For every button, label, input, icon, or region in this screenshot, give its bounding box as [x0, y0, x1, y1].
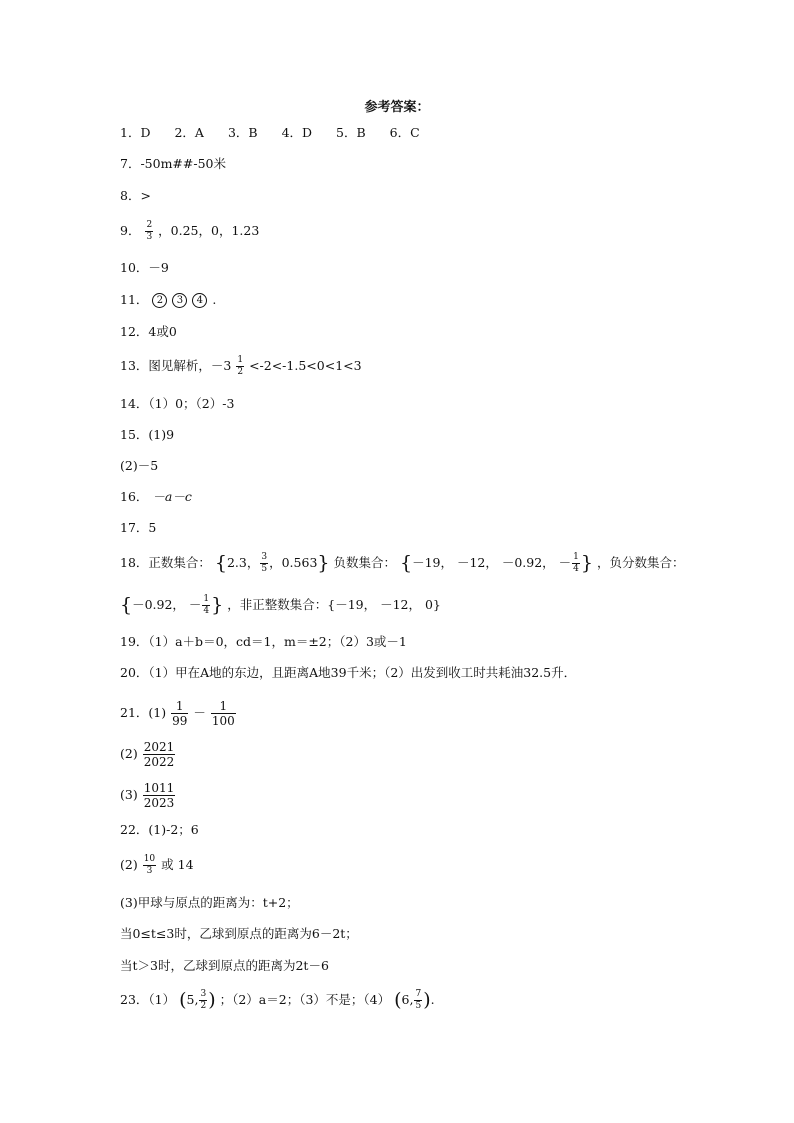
fraction: $\frac{1011}{2023}$ — [143, 781, 175, 810]
part-label: (2) — [120, 746, 138, 761]
answer-10: 10．－9 — [120, 260, 169, 275]
answer-21-number: 21．(1) — [120, 705, 167, 720]
fraction: $\frac{3}{2}$ — [200, 989, 207, 1011]
non-positive-integer-set-label: ，非正整数集合：{ — [227, 597, 336, 612]
answer-3: 3．B — [227, 125, 258, 140]
answer-16-expression: －a－c — [152, 489, 192, 504]
brace-close: } — [211, 594, 224, 616]
answer-22-1: 22．(1)-2；6 — [120, 822, 199, 837]
brace-open: { — [214, 552, 227, 574]
answer-9-rest: ，0.25，0，1.23 — [158, 223, 260, 238]
answer-16 — [120, 487, 192, 507]
fraction: $\frac{7}{5}$ — [415, 989, 422, 1011]
negative-fraction-set-values: －0.92， － — [132, 597, 202, 612]
fraction: $\frac{1}{4}$ — [203, 594, 210, 616]
answer-6: 6．C — [389, 125, 420, 140]
fraction: $\frac{1}{2}$ — [237, 355, 244, 377]
answer-18-line-1 — [120, 553, 684, 574]
negative-fraction-set-label: ，负分数集合： — [596, 555, 685, 570]
brace-close: } — [317, 552, 330, 574]
answer-22-2 — [120, 855, 194, 876]
answer-20: 20．（1）甲在A地的东边，且距离A地39千米；（2）出发到收工时共耗油32.5升． — [120, 665, 577, 680]
answer-11-number: 11． — [120, 292, 149, 307]
circled-number: 2 — [152, 293, 167, 308]
paren-close: ) — [423, 989, 431, 1011]
answer-8: 8．> — [120, 188, 151, 203]
part-label: (2) — [120, 857, 138, 872]
answer-11-end: . — [212, 292, 217, 307]
page-title: 参考答案： — [364, 100, 430, 115]
answer-12: 12．4或0 — [120, 324, 177, 339]
answer-5: 5．B — [336, 125, 366, 140]
answer-7: 7．-50m##-50米 — [120, 156, 227, 171]
negative-set-values: －19， －12， －0.92， － — [412, 555, 572, 570]
fraction: $\frac{1}{99}$ — [172, 699, 188, 728]
answer-2: 2．A — [174, 125, 204, 140]
answer-19: 19．（1）a＋b＝0，cd＝1，m＝±2；（2）3或－1 — [120, 634, 407, 649]
fraction: $\frac{10}{3}$ — [143, 854, 156, 876]
positive-set-rest: ，0.563 — [269, 555, 318, 570]
brace-close: } — [580, 552, 593, 574]
fraction: $\frac{1}{100}$ — [211, 699, 235, 728]
answer-23 — [120, 990, 435, 1011]
answer-22-5: 当t＞3时，乙球到原点的距离为2t－6 — [120, 958, 329, 973]
answer-13-inequality: <-2<-1.5<0<1<3 — [249, 358, 362, 373]
point-1-x: 5, — [186, 992, 199, 1007]
answer-22-2-rest: 或 14 — [161, 857, 194, 872]
answer-13-prefix: 13．图见解析，－3 — [120, 358, 232, 373]
fraction: $\frac{3}{5}$ — [261, 552, 268, 574]
answer-17: 17．5 — [120, 520, 157, 535]
answer-4: 4．D — [281, 125, 313, 140]
fraction: $\frac{2}{3}$ — [146, 220, 153, 242]
answer-21-2 — [120, 741, 176, 768]
fraction: $\frac{1}{4}$ — [573, 552, 579, 574]
answer-22-3: (3)甲球与原点的距离为：t+2； — [120, 895, 299, 910]
fraction: $\frac{2021}{2022}$ — [143, 740, 175, 769]
positive-set-label: 18．正数集合： — [120, 555, 211, 570]
answer-9 — [120, 221, 259, 242]
answer-11 — [120, 290, 216, 310]
point-2-x: 6, — [401, 992, 414, 1007]
answer-15-2: (2)－5 — [120, 458, 159, 473]
answer-21-1 — [120, 700, 237, 727]
part-label: (3) — [120, 787, 138, 802]
answer-9-number: 9． — [120, 223, 141, 238]
circled-number: 4 — [192, 293, 207, 308]
answer-16-number: 16． — [120, 489, 149, 504]
circled-number: 3 — [172, 293, 187, 308]
positive-set-values: 2.3， — [226, 555, 260, 570]
minus-sign: － — [193, 705, 206, 720]
brace-open: { — [399, 552, 413, 574]
non-positive-integer-set-values: －19， －12， 0} — [335, 597, 441, 612]
answer-1: 1．D — [120, 125, 151, 140]
answer-18-line-2 — [120, 595, 441, 616]
negative-set-label: 负数集合： — [333, 555, 396, 570]
brace-open: { — [120, 594, 133, 616]
answer-23-end: . — [430, 992, 435, 1007]
answer-13 — [120, 356, 362, 377]
answer-15-1: 15．(1)9 — [120, 427, 175, 442]
answer-23-middle: ；（2）a＝2；（3）不是；（4） — [219, 992, 391, 1007]
paren-close: ) — [208, 989, 216, 1011]
answer-21-3 — [120, 782, 176, 809]
paren-open: ( — [179, 989, 187, 1011]
paren-open: ( — [394, 989, 402, 1011]
answers-1-6 — [120, 123, 420, 143]
answer-14: 14．（1）0；（2）-3 — [120, 396, 235, 411]
answer-22-4: 当0≤t≤3时，乙球到原点的距离为6－2t； — [120, 926, 358, 941]
answer-23-prefix: 23．（1） — [120, 992, 176, 1007]
